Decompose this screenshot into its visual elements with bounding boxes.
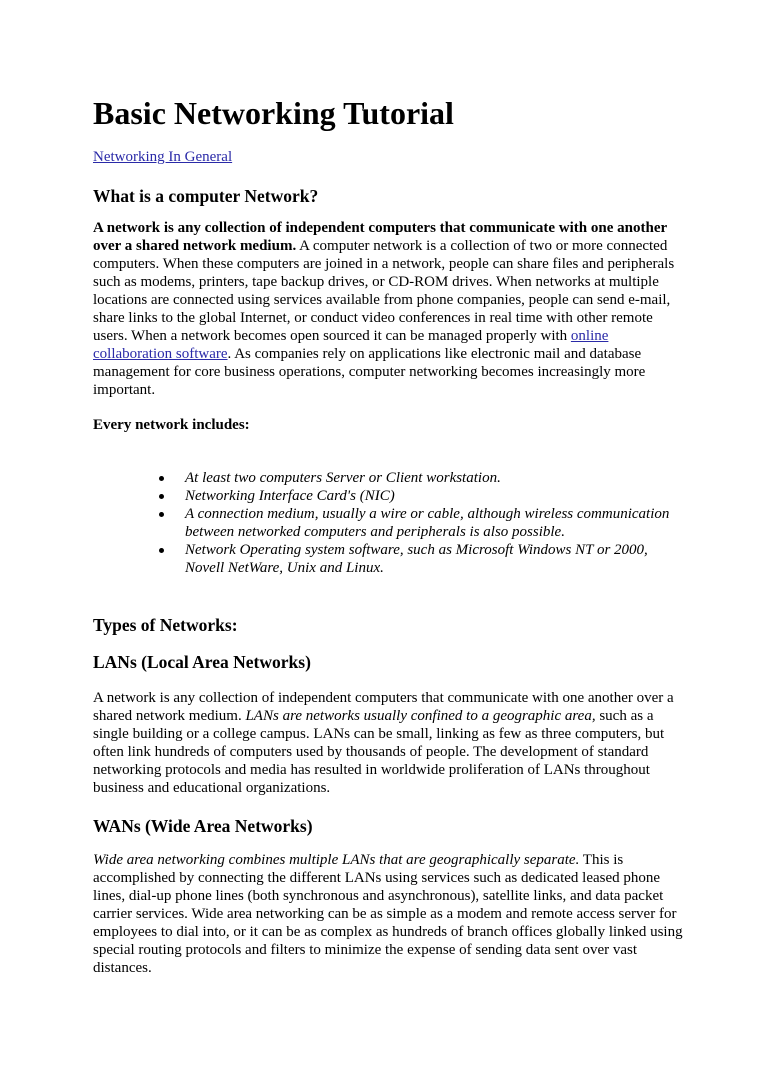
body-text: . As companies rely on applications like electronic mail and database management for core business operations, computer networking becomes increasingly more important. [93, 346, 646, 398]
italic-text: Wide area networking combines multiple LANs that are geographically separate. [93, 852, 580, 868]
paragraph-lans [93, 689, 683, 797]
list-item [159, 541, 679, 577]
bullet-icon [159, 494, 164, 499]
body-text: A network is any collection of independent computers that communicate with one another over a shared network medium. [93, 690, 674, 724]
network-includes-list [159, 469, 679, 577]
online-collaboration-software-link[interactable]: online collaboration software [93, 328, 609, 362]
list-item [159, 487, 679, 505]
bullet-icon [159, 548, 164, 553]
networking-in-general-link[interactable]: Networking In General [93, 149, 233, 165]
list-item-text: At least two computers Server or Client workstation. [185, 470, 501, 486]
bullet-icon [159, 512, 164, 517]
body-text: such as a single building or a college campus. LANs can be small, linking as few as three computers, but often link hundreds of computers used by thousands of people. The development of standard networking protocols and media has resulted in worldwide proliferation of LANs throughout business and educational organizations. [93, 708, 665, 796]
body-text: A computer network is a collection of two or more connected computers. When these computers are joined in a network, people can share files and peripherals such as modems, printers, tape backup drives, or CD-ROM drives. When networks at multiple locations are connected using services available from phone companies, people can send e-mail, share links to the global Internet, or conduct video conferences in real time with other remote users. When a network becomes open sourced it can be managed properly with [93, 238, 675, 344]
bullet-icon [159, 476, 164, 481]
heading-lans: LANs (Local Area Networks) [93, 652, 311, 672]
page-title: Basic Networking Tutorial [93, 95, 454, 131]
body-text: This is accomplished by connecting the different LANs using services such as dedicated leased phone lines, dial-up phone lines (both synchronous and asynchronous), satellite links, and data packet carrier services. Wide area networking can be as simple as a modem and remote access server for employees to dial into, or it can be as complex as hundreds of branch offices globally linked using special routing protocols and filters to minimize the expense of sending data sent over vast distances. [93, 852, 683, 976]
list-item [159, 469, 679, 487]
paragraph-wans [93, 851, 683, 977]
heading-wans: WANs (Wide Area Networks) [93, 816, 313, 836]
heading-types-of-networks: Types of Networks: [93, 615, 238, 635]
list-item [159, 505, 679, 541]
italic-text: LANs are networks usually confined to a geographic area, [245, 708, 596, 724]
paragraph-what-is-network [93, 219, 683, 399]
heading-every-network-includes: Every network includes: [93, 417, 250, 433]
list-item-text: A connection medium, usually a wire or cable, although wireless communication between networked computers and peripherals is also possible. [185, 506, 670, 540]
list-item-text: Networking Interface Card's (NIC) [185, 488, 395, 504]
bold-lead-text: A network is any collection of independent computers that communicate with one another over a shared network medium. [93, 220, 667, 254]
heading-what-is-network: What is a computer Network? [93, 186, 319, 206]
list-item-text: Network Operating system software, such as Microsoft Windows NT or 2000, Novell NetWare, Unix and Linux. [185, 542, 648, 576]
